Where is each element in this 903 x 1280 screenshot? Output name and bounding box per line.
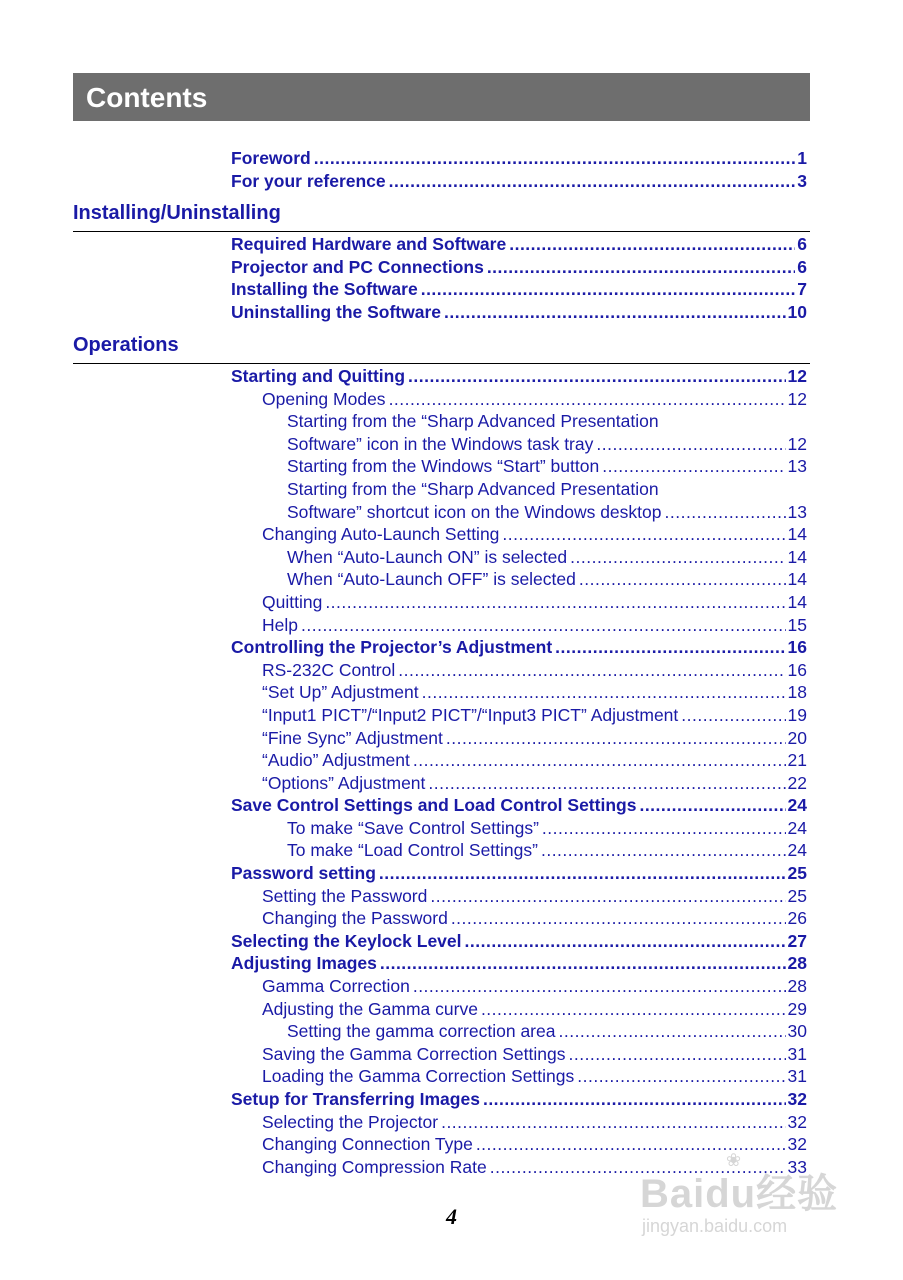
toc-entry-page: 6 xyxy=(797,234,807,254)
toc-entry-title: Controlling the Projector’s Adjustment xyxy=(231,637,553,658)
dot-leader xyxy=(465,930,786,953)
watermark-logo: Baidu经验 xyxy=(640,1172,839,1216)
toc-entry[interactable] xyxy=(231,1065,807,1088)
toc-entry-page: 6 xyxy=(797,256,807,277)
toc-entry[interactable] xyxy=(231,591,807,614)
dot-leader xyxy=(665,501,786,524)
toc-entry-title: Installing the Software xyxy=(231,279,418,300)
toc-entry[interactable] xyxy=(231,636,807,659)
toc-entry-title: Opening Modes xyxy=(262,388,386,409)
dot-leader xyxy=(422,681,786,704)
toc-entry[interactable] xyxy=(231,1043,807,1066)
toc-entry-title: “Fine Sync” Adjustment xyxy=(262,727,443,748)
toc-entry-title: Setting the Password xyxy=(262,885,428,906)
dot-leader xyxy=(413,749,786,772)
toc-entry-page: 14 xyxy=(787,546,807,567)
dot-leader xyxy=(389,388,786,411)
toc-entry-title: Selecting the Keylock Level xyxy=(231,930,462,951)
section-heading-operations xyxy=(73,332,810,364)
dot-leader xyxy=(413,975,786,998)
toc-entry-page: 14 xyxy=(787,524,807,545)
toc-entry-page: 32 xyxy=(787,1134,807,1155)
toc-entry-title: Changing the Password xyxy=(262,908,448,929)
toc-entry[interactable] xyxy=(231,1111,807,1134)
toc-entry-title: Starting from the “Sharp Advanced Presentation xyxy=(287,411,659,432)
toc-entry-title: Software” shortcut icon on the Windows desktop xyxy=(287,501,662,522)
toc-entry-title: Save Control Settings and Load Control Settings xyxy=(231,795,637,816)
toc-entry[interactable] xyxy=(231,410,807,433)
dot-leader xyxy=(558,1020,785,1043)
dot-leader xyxy=(379,862,786,885)
page-title: Contents xyxy=(86,82,208,113)
toc-entry-title: Starting and Quitting xyxy=(231,366,406,386)
toc-entry-page: 25 xyxy=(787,863,807,884)
dot-leader xyxy=(487,256,795,279)
toc-entry-page: 18 xyxy=(787,682,807,703)
toc-entry[interactable] xyxy=(231,388,807,411)
toc-entry-page: 22 xyxy=(787,772,807,793)
toc-entry[interactable] xyxy=(231,727,807,750)
toc-entry-title: To make “Load Control Settings” xyxy=(287,840,538,861)
toc-entry-page: 19 xyxy=(787,704,807,725)
toc-entry-page: 31 xyxy=(787,1043,807,1064)
toc-entry-title: Uninstalling the Software xyxy=(231,301,442,322)
installing-entries-list xyxy=(231,233,807,323)
toc-entry-foreword[interactable] xyxy=(231,147,807,170)
toc-entry[interactable] xyxy=(231,523,807,546)
toc-entry-page: 29 xyxy=(787,998,807,1019)
toc-entry-page: 24 xyxy=(787,795,807,816)
dot-leader xyxy=(541,839,786,862)
toc-entry[interactable] xyxy=(231,301,807,324)
toc-entry-title: “Options” Adjustment xyxy=(262,772,426,793)
toc-entry-page: 1 xyxy=(797,148,807,168)
toc-entry[interactable] xyxy=(231,749,807,772)
toc-entry[interactable] xyxy=(231,256,807,279)
toc-entry[interactable] xyxy=(231,614,807,637)
page-number: 4 xyxy=(446,1204,457,1229)
toc-entry[interactable] xyxy=(231,907,807,930)
toc-entry-page: 30 xyxy=(787,1021,807,1042)
toc-entry-title: Starting from the “Sharp Advanced Presentation xyxy=(287,478,659,499)
front-matter-list xyxy=(231,147,807,192)
dot-leader xyxy=(380,952,786,975)
toc-entry-page: 28 xyxy=(787,953,807,974)
toc-entry-page: 31 xyxy=(787,1066,807,1087)
toc-entry-page: 24 xyxy=(787,817,807,838)
toc-entry-page: 21 xyxy=(787,750,807,771)
toc-entry-title: Software” icon in the Windows task tray xyxy=(287,433,594,454)
dot-leader xyxy=(602,455,785,478)
dot-leader xyxy=(421,278,796,301)
toc-entry[interactable] xyxy=(231,998,807,1021)
toc-entry-title: Required Hardware and Software xyxy=(231,234,507,254)
dot-leader xyxy=(568,1043,785,1066)
toc-entry[interactable] xyxy=(231,659,807,682)
toc-entry-title: When “Auto-Launch ON” is selected xyxy=(287,546,568,567)
toc-entry-title: For your reference xyxy=(231,170,386,191)
toc-entry-page: 12 xyxy=(787,388,807,409)
toc-entry-title: Setup for Transferring Images xyxy=(231,1089,480,1109)
dot-leader xyxy=(509,233,795,256)
toc-entry-title: Starting from the Windows “Start” button xyxy=(287,456,600,477)
toc-entry[interactable] xyxy=(231,862,807,885)
toc-entry-page: 32 xyxy=(787,1111,807,1132)
toc-entry-page: 28 xyxy=(787,976,807,997)
toc-entry-for-your-reference[interactable] xyxy=(231,170,807,193)
toc-entry-title: Quitting xyxy=(262,591,323,612)
dot-leader xyxy=(579,568,786,591)
dot-leader xyxy=(502,523,785,546)
toc-entry-page: 14 xyxy=(787,569,807,590)
toc-entry-page: 25 xyxy=(787,885,807,906)
toc-entry-title: Selecting the Projector xyxy=(262,1111,439,1132)
toc-entry[interactable] xyxy=(231,952,807,975)
toc-entry-page: 15 xyxy=(787,614,807,635)
toc-entry-page: 3 xyxy=(797,170,807,191)
dot-leader xyxy=(314,147,796,170)
toc-entry[interactable] xyxy=(231,772,807,795)
toc-entry-page: 16 xyxy=(787,659,807,680)
toc-entry[interactable] xyxy=(231,365,807,388)
toc-entry[interactable] xyxy=(231,478,807,501)
toc-entry-title: Changing Auto-Launch Setting xyxy=(262,524,500,545)
toc-entry-title: “Input1 PICT”/“Input2 PICT”/“Input3 PICT” Adjustment xyxy=(262,704,679,725)
toc-entry[interactable] xyxy=(231,546,807,569)
toc-entry-page: 13 xyxy=(787,456,807,477)
toc-entry[interactable] xyxy=(231,975,807,998)
toc-entry-title: Setting the gamma correction area xyxy=(287,1021,556,1042)
toc-entry-title: When “Auto-Launch OFF” is selected xyxy=(287,569,576,590)
dot-leader xyxy=(446,727,786,750)
toc-entry-page: 12 xyxy=(787,433,807,454)
contents-header-bar xyxy=(73,73,810,121)
toc-entry[interactable] xyxy=(231,568,807,591)
toc-entry-page: 27 xyxy=(787,930,807,951)
toc-entry[interactable] xyxy=(231,930,807,953)
toc-entry-title: To make “Save Control Settings” xyxy=(287,817,539,838)
section-divider xyxy=(73,231,810,232)
toc-entry[interactable] xyxy=(231,501,807,524)
toc-entry-title: Adjusting the Gamma curve xyxy=(262,998,478,1019)
toc-entry-title: “Audio” Adjustment xyxy=(262,750,410,771)
toc-entry-title: Foreword xyxy=(231,148,311,168)
dot-leader xyxy=(570,546,785,569)
section-title: Operations xyxy=(73,334,179,356)
baidu-watermark xyxy=(640,1150,855,1250)
toc-entry[interactable] xyxy=(231,278,807,301)
dot-leader xyxy=(542,817,786,840)
dot-leader xyxy=(596,433,785,456)
toc-entry-title: Help xyxy=(262,614,298,635)
toc-entry-title: “Set Up” Adjustment xyxy=(262,682,419,703)
dot-leader xyxy=(441,1111,785,1134)
toc-entry-title: Adjusting Images xyxy=(231,953,377,974)
paw-icon: ❀ xyxy=(726,1150,742,1170)
toc-entry-page: 12 xyxy=(787,366,807,386)
toc-entry-title: Changing Compression Rate xyxy=(262,1156,487,1177)
toc-entry-page: 7 xyxy=(797,279,807,300)
dot-leader xyxy=(398,659,785,682)
toc-entry[interactable] xyxy=(231,1020,807,1043)
toc-entry-page: 24 xyxy=(787,840,807,861)
toc-entry-page: 14 xyxy=(787,591,807,612)
dot-leader xyxy=(325,591,785,614)
dot-leader xyxy=(389,170,796,193)
dot-leader xyxy=(430,885,785,908)
dot-leader xyxy=(451,907,786,930)
dot-leader xyxy=(639,794,785,817)
toc-entry-page: 10 xyxy=(787,301,807,322)
watermark-url: jingyan.baidu.com xyxy=(642,1216,788,1236)
section-title: Installing/Uninstalling xyxy=(73,202,281,224)
toc-entry-title: RS-232C Control xyxy=(262,659,396,680)
toc-entry[interactable] xyxy=(231,817,807,840)
dot-leader xyxy=(681,704,785,727)
toc-entry[interactable] xyxy=(231,885,807,908)
dot-leader xyxy=(555,636,785,659)
toc-entry[interactable] xyxy=(231,704,807,727)
toc-entry-title: Changing Connection Type xyxy=(262,1134,473,1155)
dot-leader xyxy=(408,365,786,388)
toc-entry-page: 33 xyxy=(787,1156,807,1177)
toc-entry[interactable] xyxy=(231,455,807,478)
toc-entry-page: 16 xyxy=(787,637,807,658)
toc-entry[interactable] xyxy=(231,839,807,862)
dot-leader xyxy=(577,1065,785,1088)
toc-entry-title: Projector and PC Connections xyxy=(231,256,484,277)
operations-entries-list xyxy=(231,365,807,1178)
section-divider xyxy=(73,363,810,364)
toc-entry-page: 26 xyxy=(787,908,807,929)
toc-entry[interactable] xyxy=(231,681,807,704)
dot-leader xyxy=(483,1088,786,1111)
toc-entry[interactable] xyxy=(231,794,807,817)
toc-entry-page: 32 xyxy=(787,1089,807,1109)
dot-leader xyxy=(428,772,785,795)
toc-entry[interactable] xyxy=(231,233,807,256)
section-heading-installing xyxy=(73,200,810,232)
toc-entry-title: Saving the Gamma Correction Settings xyxy=(262,1043,566,1064)
dot-leader xyxy=(481,998,786,1021)
toc-entry-title: Password setting xyxy=(231,863,376,884)
toc-entry-title: Loading the Gamma Correction Settings xyxy=(262,1066,575,1087)
dot-leader xyxy=(301,614,786,637)
toc-entry[interactable] xyxy=(231,1088,807,1111)
toc-entry-title: Gamma Correction xyxy=(262,976,410,997)
toc-entry-page: 13 xyxy=(787,501,807,522)
toc-entry-page: 20 xyxy=(787,727,807,748)
toc-entry[interactable] xyxy=(231,433,807,456)
dot-leader xyxy=(444,301,786,324)
